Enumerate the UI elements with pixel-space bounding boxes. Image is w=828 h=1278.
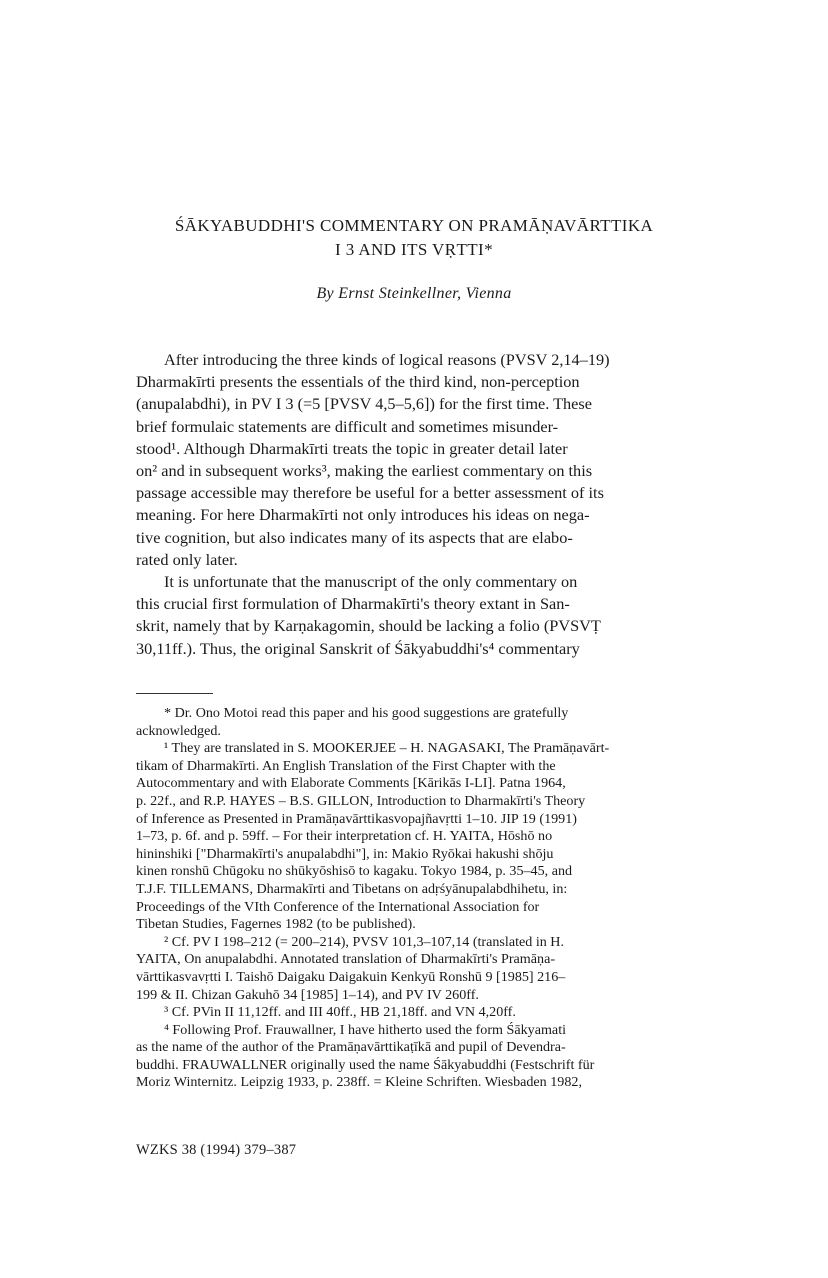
- footnote-3: ³ Cf. PVin II 11,12ff. and III 40ff., HB 21,18ff. and VN 4,20ff.: [164, 1004, 516, 1021]
- body-paragraph-2: It is unfortunate that the manuscript of the only commentary on this crucial first formulation of Dharmakīrti's theory extant in San- skrit, namely that by Karṇakagomin, should be lacking a folio (PVSVṬ 30,11ff.). Thus, the original Sanskrit of Śākyabuddhi's⁴ commentary: [136, 572, 601, 658]
- body-text: [136, 349, 692, 660]
- author-byline: By Ernst Steinkellner, Vienna: [316, 285, 512, 302]
- body-paragraph-1: After introducing the three kinds of logical reasons (PVSV 2,14–19) Dharmakīrti presents the essentials of the third kind, non-perception (anupalabdhi), in PV I 3 (=5 [PVSV 4,5–5,6]) for the first time. These brief formulaic statements are difficult and sometimes misunder- stood¹. Although Dharmakīrti treats the topic in greater detail later on² and in subsequent works³, making the earliest commentary on this passage accessible may therefore be useful for a better assessment of its meaning. For here Dharmakīrti not only introduces his ideas on nega- tive cognition, but also indicates many of its aspects that are elabo- rated only later.: [136, 350, 610, 569]
- article-title: [136, 214, 692, 262]
- footnotes: [136, 705, 714, 1092]
- footnote-4: ⁴ Following Prof. Frauwallner, I have hitherto used the form Śākyamati as the name of the author of the Pramāṇavārttikaṭīkā and pupil of Devendra- buddhi. FRAUWALLNER originally used the name Śākyabuddhi (Festschrift für Moriz Winternitz. Leipzig 1933, p. 238ff. = Kleine Schriften. Wiesbaden 1982,: [136, 1021, 595, 1091]
- journal-citation: WZKS 38 (1994) 379–387: [136, 1142, 297, 1158]
- footnote-2: ² Cf. PV I 198–212 (= 200–214), PVSV 101,3–107,14 (translated in H. YAITA, On anupalabdhi. Annotated translation of Dharmakīrti's Pramāṇa- vārttikasvavṛtti I. Taishō Daigaku Daigakuin Kenkyū Ronshū 9 [1985] 216– 199 & II. Chizan Gakuhō 34 [1985] 1–14), and PV IV 260ff.: [136, 933, 566, 1003]
- title-line-2: I 3 AND ITS VṚTTI*: [335, 240, 493, 259]
- footnote-1: ¹ They are translated in S. MOOKERJEE – H. NAGASAKI, The Pramāṇavārt- tikam of Dharmakīrti. An English Translation of the First Chapter with the Autocommentary and with Elaborate Comments [Kārikās I-LI]. Patna 1964, p. 22f., and R.P. HAYES – B.S. GILLON, Introduction to Dharmakīrti's Theory of Inference as Presented in Pramāṇavārttikasvopajñavṛtti 1–10. JIP 19 (1991) 1–73, p. 6f. and p. 59ff. – For their interpretation cf. H. YAITA, Hōshō no hininshiki ["Dharmakīrti's anupalabdhi"], in: Makio Ryōkai hakushi shōju kinen ronshū Chūgoku no shūkyōshisō to kagaku. Tokyo 1984, p. 35–45, and T.J.F. TILLEMANS, Dharmakīrti and Tibetans on adṛśyānupalabdhihetu, in: Proceedings of the VIth Conference of the International Association for Tibetan Studies, Fagernes 1982 (to be published).: [136, 740, 610, 933]
- footnote-star: * Dr. Ono Motoi read this paper and his good suggestions are gratefully acknowledged.: [136, 705, 569, 739]
- title-line-1: ŚĀKYABUDDHI'S COMMENTARY ON PRAMĀṆAVĀRTTIKA: [174, 216, 654, 235]
- footnote-separator: [136, 693, 213, 694]
